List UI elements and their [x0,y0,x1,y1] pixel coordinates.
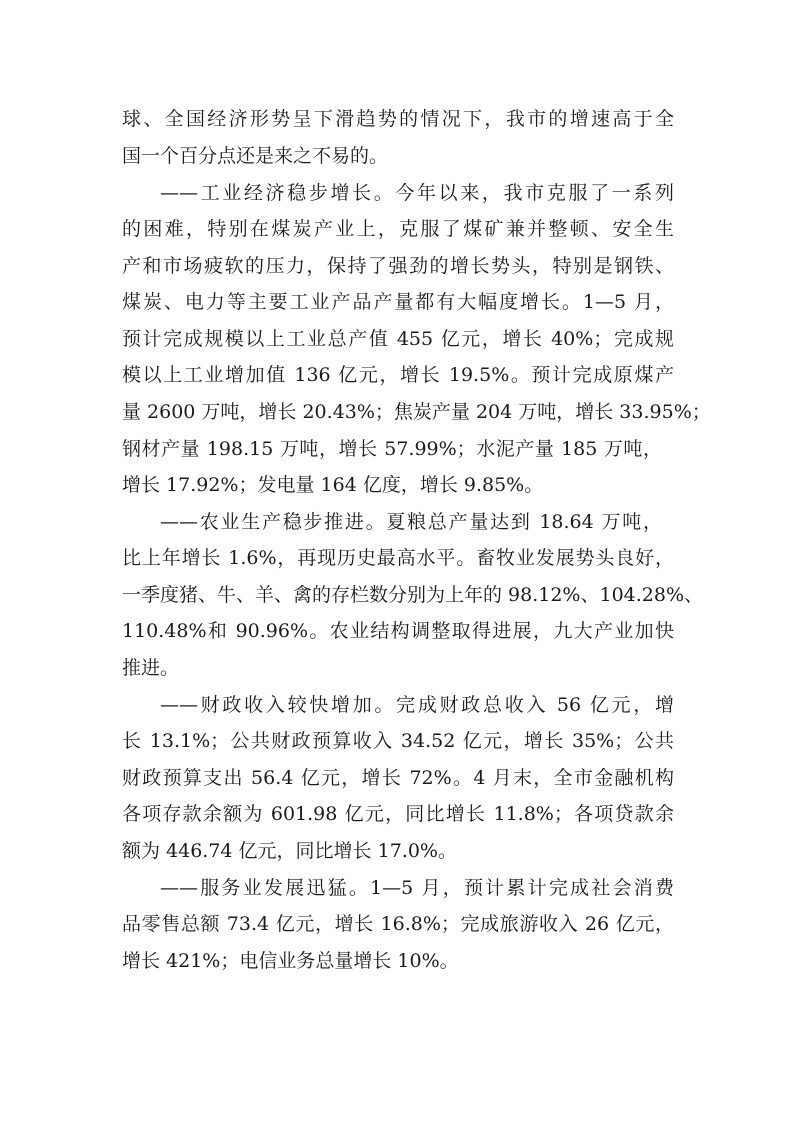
text-line: 预计完成规模以上工业总产值 455 亿元，增长 40%；完成规 [122,328,674,350]
text-line: 增长 421%；电信业务总量增长 10%。 [122,950,459,972]
text-line: 一季度猪、牛、羊、禽的存栏数分别为上年的 98.12%、104.28%、 [122,584,704,606]
text-line: 球、全国经济形势呈下滑趋势的情况下，我市的增速高于全 [122,108,674,130]
paragraph-heading-services: ——服务业发展迅猛。1—5 月，预计累计完成社会消费 [160,877,674,899]
text-line: 财政预算支出 56.4 亿元，增长 72%。4 月末，全市金融机构 [122,767,674,789]
text-line: 额为 446.74 亿元，同比增长 17.0%。 [122,840,457,862]
text-line: 国一个百分点还是来之不易的。 [122,145,389,167]
text-line: 量 2600 万吨，增长 20.43%；焦炭产量 204 万吨，增长 33.95%； [122,401,711,423]
paragraph-heading-industry: ——工业经济稳步增长。今年以来，我市克服了一系列 [160,182,674,204]
text-line: 的困难，特别在煤炭产业上，克服了煤矿兼并整顿、安全生 [122,218,674,240]
text-line: 增长 17.92%；发电量 164 亿度，增长 9.85%。 [122,474,544,496]
text-line: 钢材产量 198.15 万吨，增长 57.99%；水泥产量 185 万吨， [122,438,662,460]
text-line: 比上年增长 1.6%，再现历史最高水平。畜牧业发展势头良好， [122,547,674,569]
text-line: 长 13.1%；公共财政预算收入 34.52 亿元，增长 35%；公共 [122,730,674,752]
paragraph-heading-agriculture: ——农业生产稳步推进。夏粮总产量达到 18.64 万吨， [160,511,662,533]
text-line: 推进。 [122,657,180,679]
text-line: 品零售总额 73.4 亿元，增长 16.8%；完成旅游收入 26 亿元， [122,913,674,935]
text-line: 110.48%和 90.96%。农业结构调整取得进展，九大产业加快 [122,620,674,642]
text-line: 各项存款余额为 601.98 亿元，同比增长 11.8%；各项贷款余 [122,803,674,825]
text-line: 产和市场疲软的压力，保持了强劲的增长势头，特别是钢铁、 [122,255,674,277]
text-line: 模以上工业增加值 136 亿元，增长 19.5%。预计完成原煤产 [122,364,674,386]
text-line: 煤炭、电力等主要工业产品产量都有大幅度增长。1—5 月， [122,291,674,313]
paragraph-heading-finance: ——财政收入较快增加。完成财政总收入 56 亿元，增 [160,694,674,716]
